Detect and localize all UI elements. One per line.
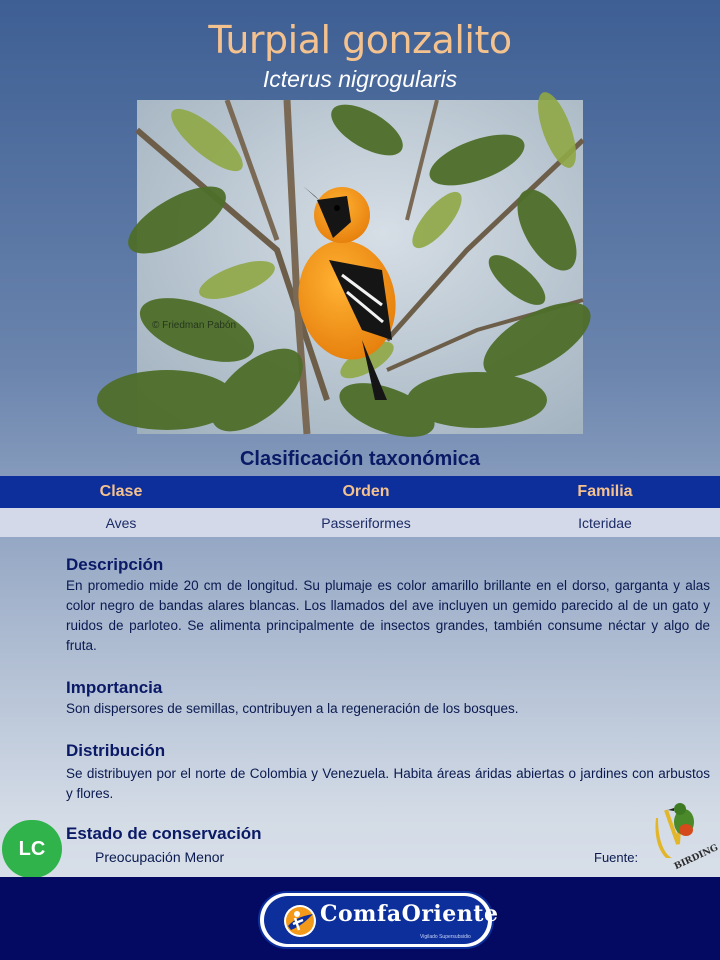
distribucion-title: Distribución [66, 741, 166, 760]
taxonomy-title: Clasificación taxonómica [239, 448, 481, 470]
birding-logo-icon [650, 800, 720, 873]
taxonomy-header-familia: Familia [577, 483, 633, 500]
distribucion-text: Se distribuyen por el norte de Colombia y Venezuela. Habita áreas áridas abiertas o jardines con arbustos y flores. [66, 766, 710, 801]
conservacion-title: Estado de conservación [66, 824, 262, 843]
comfaoriente-logo-icon [283, 904, 317, 938]
importancia-title: Importancia [66, 678, 163, 697]
taxonomy-header-orden: Orden [342, 483, 390, 500]
brand-name: ComfaOriente [320, 901, 499, 927]
taxonomy-value-familia: Icteridae [578, 514, 632, 531]
species-title: Turpial gonzalito [208, 18, 512, 62]
taxonomy-value-orden: Passeriformes [321, 514, 411, 531]
bird-photo [137, 100, 583, 434]
conservation-status-value: Preocupación Menor [95, 849, 225, 865]
photo-credit: © Friedman Pabón [152, 320, 237, 331]
brand-tagline: Vigilado Supersubsidio [420, 934, 471, 940]
source-label: Fuente: [594, 850, 639, 865]
taxonomy-value-row [0, 508, 720, 537]
svg-text:BIRDING: BIRDING [672, 843, 720, 873]
scientific-name: Icterus nigrogularis [262, 66, 458, 92]
taxonomy-header-clase: Clase [99, 483, 143, 500]
taxonomy-value-clase: Aves [105, 514, 137, 531]
importancia-text: Son dispersores de semillas, contribuyen a la regeneración de los bosques. [66, 701, 519, 716]
conservation-status-badge: LC [2, 820, 62, 878]
descripcion-text: En promedio mide 20 cm de longitud. Su plumaje es color amarillo brillante en el dorso, garganta y alas color negro de bandas alares blancas. Los llamados del ave incluyen un gemido parecido al de un gato y ruidos de parloteo. Se alimenta principalmente de insectos grandes, también consume néctar y algo de fruta. [66, 578, 710, 653]
descripcion-title: Descripción [66, 555, 164, 574]
taxonomy-header-row [0, 476, 720, 508]
